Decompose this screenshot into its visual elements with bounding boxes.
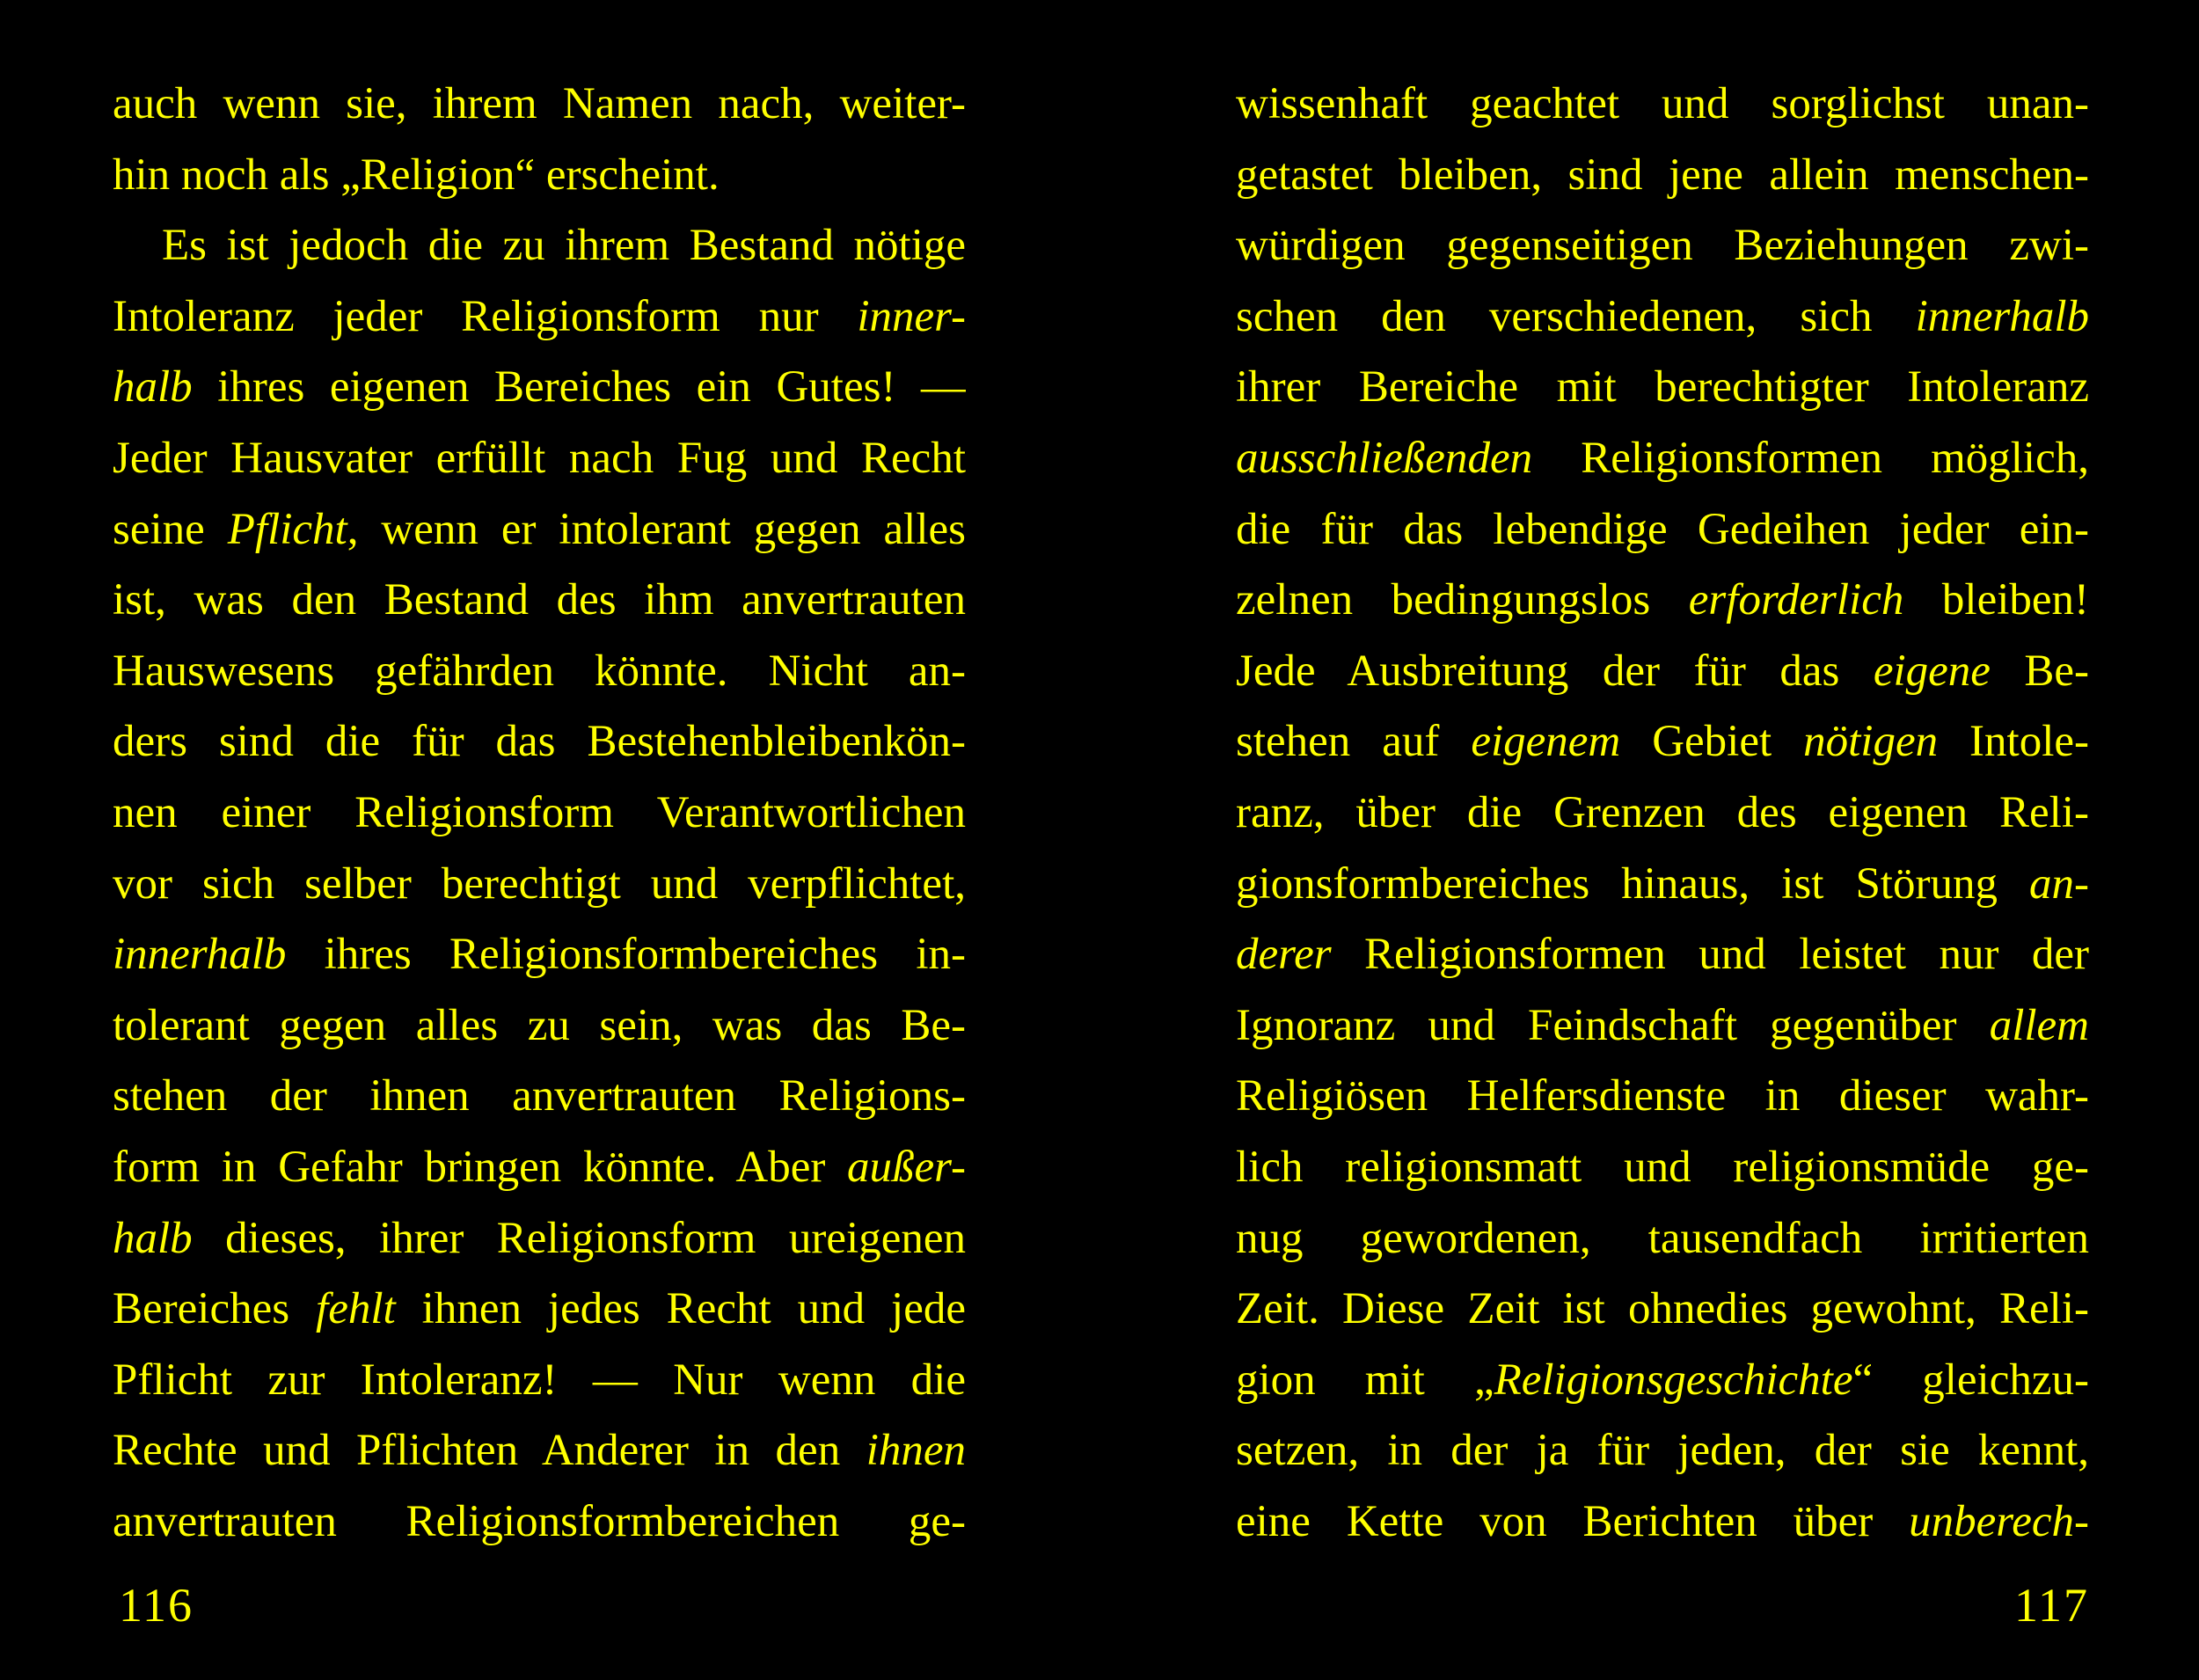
emphasized-text: eigenem (1471, 717, 1621, 767)
text-segment: eine Kette von Berichten über (1236, 1496, 1910, 1546)
text-line (1236, 636, 2089, 707)
text-segment: anvertrauten Religionsformbereichen ge- (113, 1496, 966, 1546)
text-line (1236, 849, 2089, 920)
text-segment: tolerant gegen alles zu sein, was das Be- (113, 1000, 966, 1050)
text-segment: Jeder Hausvater erfüllt nach Fug und Recht (113, 433, 966, 483)
text-segment: ihres eigenen Bereiches ein Gutes! — (192, 362, 966, 413)
text-line (1236, 1415, 2089, 1486)
text-line (113, 1203, 966, 1275)
text-segment: ihnen jedes Recht und jede (395, 1284, 966, 1334)
emphasized-text: derer (1236, 930, 1332, 980)
text-line (113, 706, 966, 778)
text-segment: Intoleranz jeder Religionsform nur (113, 291, 858, 341)
text-segment: stehen der ihnen anvertrauten Religions- (113, 1071, 966, 1121)
left-page-text (113, 69, 966, 1557)
text-line (1236, 1274, 2089, 1345)
emphasized-text: außer- (847, 1142, 966, 1192)
text-line (1236, 352, 2089, 423)
right-page-text (1236, 69, 2089, 1557)
text-line (113, 1274, 966, 1345)
text-line (113, 1061, 966, 1132)
right-page-number: 117 (2014, 1579, 2089, 1632)
text-segment: Jede Ausbreitung der für das (1236, 646, 1874, 696)
text-line (1236, 140, 2089, 211)
text-segment: Pflicht zur Intoleranz! — Nur wenn die (113, 1355, 966, 1405)
text-line (113, 778, 966, 849)
text-segment: form in Gefahr bringen könnte. Aber (113, 1142, 848, 1192)
text-segment: Ignoranz und Feindschaft gegenüber (1236, 1000, 1990, 1050)
text-segment: seine (113, 504, 228, 554)
text-line (113, 565, 966, 636)
text-segment: dieses, ihrer Religionsform ureigenen (192, 1213, 966, 1263)
text-line (1236, 1132, 2089, 1203)
text-line (1236, 69, 2089, 140)
text-line (113, 423, 966, 494)
text-segment: nug gewordenen, tausendfach irritierten (1236, 1213, 2089, 1263)
text-segment: stehen auf (1236, 717, 1472, 767)
text-segment: , wenn er intolerant gegen alles (347, 504, 966, 554)
text-segment: zelnen bedingungslos (1236, 575, 1689, 625)
emphasized-text: fehlt (316, 1284, 396, 1334)
text-segment: ihres Religionsformbereiches in- (286, 930, 966, 980)
text-segment: schen den verschiedenen, sich (1236, 291, 1916, 341)
text-line (1236, 281, 2089, 353)
text-segment: die für das lebendige Gedeihen jeder ein- (1236, 504, 2089, 554)
text-segment: auch wenn sie, ihrem Namen nach, weiter- (113, 79, 966, 128)
text-segment: Rechte und Pflichten Anderer in den (113, 1426, 866, 1476)
text-line (1236, 706, 2089, 778)
text-segment: Hauswesens gefährden könnte. Nicht an- (113, 646, 966, 696)
text-line (1236, 990, 2089, 1062)
text-line (1236, 778, 2089, 849)
text-segment: nen einer Religionsform Verantwortlichen (113, 787, 966, 837)
text-line (113, 1132, 966, 1203)
text-segment: Religiösen Helfersdienste in dieser wahr- (1236, 1071, 2089, 1121)
text-line (113, 1486, 966, 1558)
text-segment: gion mit „ (1236, 1355, 1494, 1405)
text-segment: hin noch als „Religion“ erscheint. (113, 150, 720, 200)
text-line (113, 1415, 966, 1486)
text-segment: ist, was den Bestand des ihm anvertrauten (113, 575, 966, 625)
text-segment: Gebiet (1620, 717, 1804, 767)
emphasized-text: Pflicht (227, 504, 347, 554)
emphasized-text: innerhalb (113, 930, 287, 980)
text-segment: “ gleichzu- (1852, 1355, 2089, 1405)
emphasized-text: eigene (1873, 646, 1991, 696)
text-segment: Religionsformen möglich, (1532, 433, 2089, 483)
text-segment: Intole- (1938, 717, 2089, 767)
emphasized-text: ausschließenden (1236, 433, 1533, 483)
text-segment: Es ist jedoch die zu ihrem Bestand nötige (162, 221, 966, 271)
text-segment: vor sich selber berechtigt und verpflichtet, (113, 858, 966, 909)
emphasized-text: unberech- (1909, 1496, 2089, 1546)
emphasized-text: inner- (857, 291, 966, 341)
text-segment: Zeit. Diese Zeit ist ohnedies gewohnt, Reli- (1236, 1284, 2089, 1334)
emphasized-text: ihnen (866, 1426, 966, 1476)
text-line (113, 636, 966, 707)
text-line (1236, 1486, 2089, 1558)
text-segment: gionsformbereiches hinaus, ist Störung (1236, 858, 2030, 909)
text-line (1236, 494, 2089, 566)
text-line (113, 210, 966, 281)
emphasized-text: halb (113, 362, 193, 413)
text-segment: ders sind die für das Bestehenbleibenkön- (113, 717, 966, 767)
text-segment: lich religionsmatt und religionsmüde ge- (1236, 1142, 2089, 1192)
text-segment: Be- (1990, 646, 2089, 696)
text-line (1236, 1203, 2089, 1275)
text-segment: ranz, über die Grenzen des eigenen Reli- (1236, 787, 2089, 837)
emphasized-text: innerhalb (1915, 291, 2089, 341)
text-segment: setzen, in der ja für jeden, der sie kennt, (1236, 1426, 2089, 1476)
text-segment: ihrer Bereiche mit berechtigter Intoleranz (1236, 362, 2089, 413)
text-line (113, 281, 966, 353)
text-line (113, 919, 966, 990)
text-segment: wissenhaft geachtet und sorglichst unan- (1236, 79, 2089, 128)
text-line (113, 140, 966, 211)
text-line (1236, 1345, 2089, 1416)
text-line (1236, 565, 2089, 636)
text-line (113, 1345, 966, 1416)
emphasized-text: Religionsgeschichte (1494, 1355, 1853, 1405)
text-line (113, 69, 966, 140)
text-line (113, 494, 966, 566)
text-line (113, 990, 966, 1062)
text-line (1236, 1061, 2089, 1132)
text-line (1236, 423, 2089, 494)
text-line (113, 849, 966, 920)
text-segment: bleiben! (1903, 575, 2089, 625)
emphasized-text: halb (113, 1213, 193, 1263)
text-line (1236, 210, 2089, 281)
emphasized-text: nötigen (1803, 717, 1939, 767)
emphasized-text: erforderlich (1688, 575, 1904, 625)
text-segment: getastet bleiben, sind jene allein menschen- (1236, 150, 2089, 200)
emphasized-text: an- (2029, 858, 2089, 909)
text-segment: Religionsformen und leistet nur der (1331, 930, 2089, 980)
left-page-number: 116 (119, 1579, 194, 1632)
text-line (1236, 919, 2089, 990)
text-segment: würdigen gegenseitigen Beziehungen zwi- (1236, 221, 2089, 271)
emphasized-text: allem (1989, 1000, 2089, 1050)
text-line (113, 352, 966, 423)
text-segment: Bereiches (113, 1284, 317, 1334)
